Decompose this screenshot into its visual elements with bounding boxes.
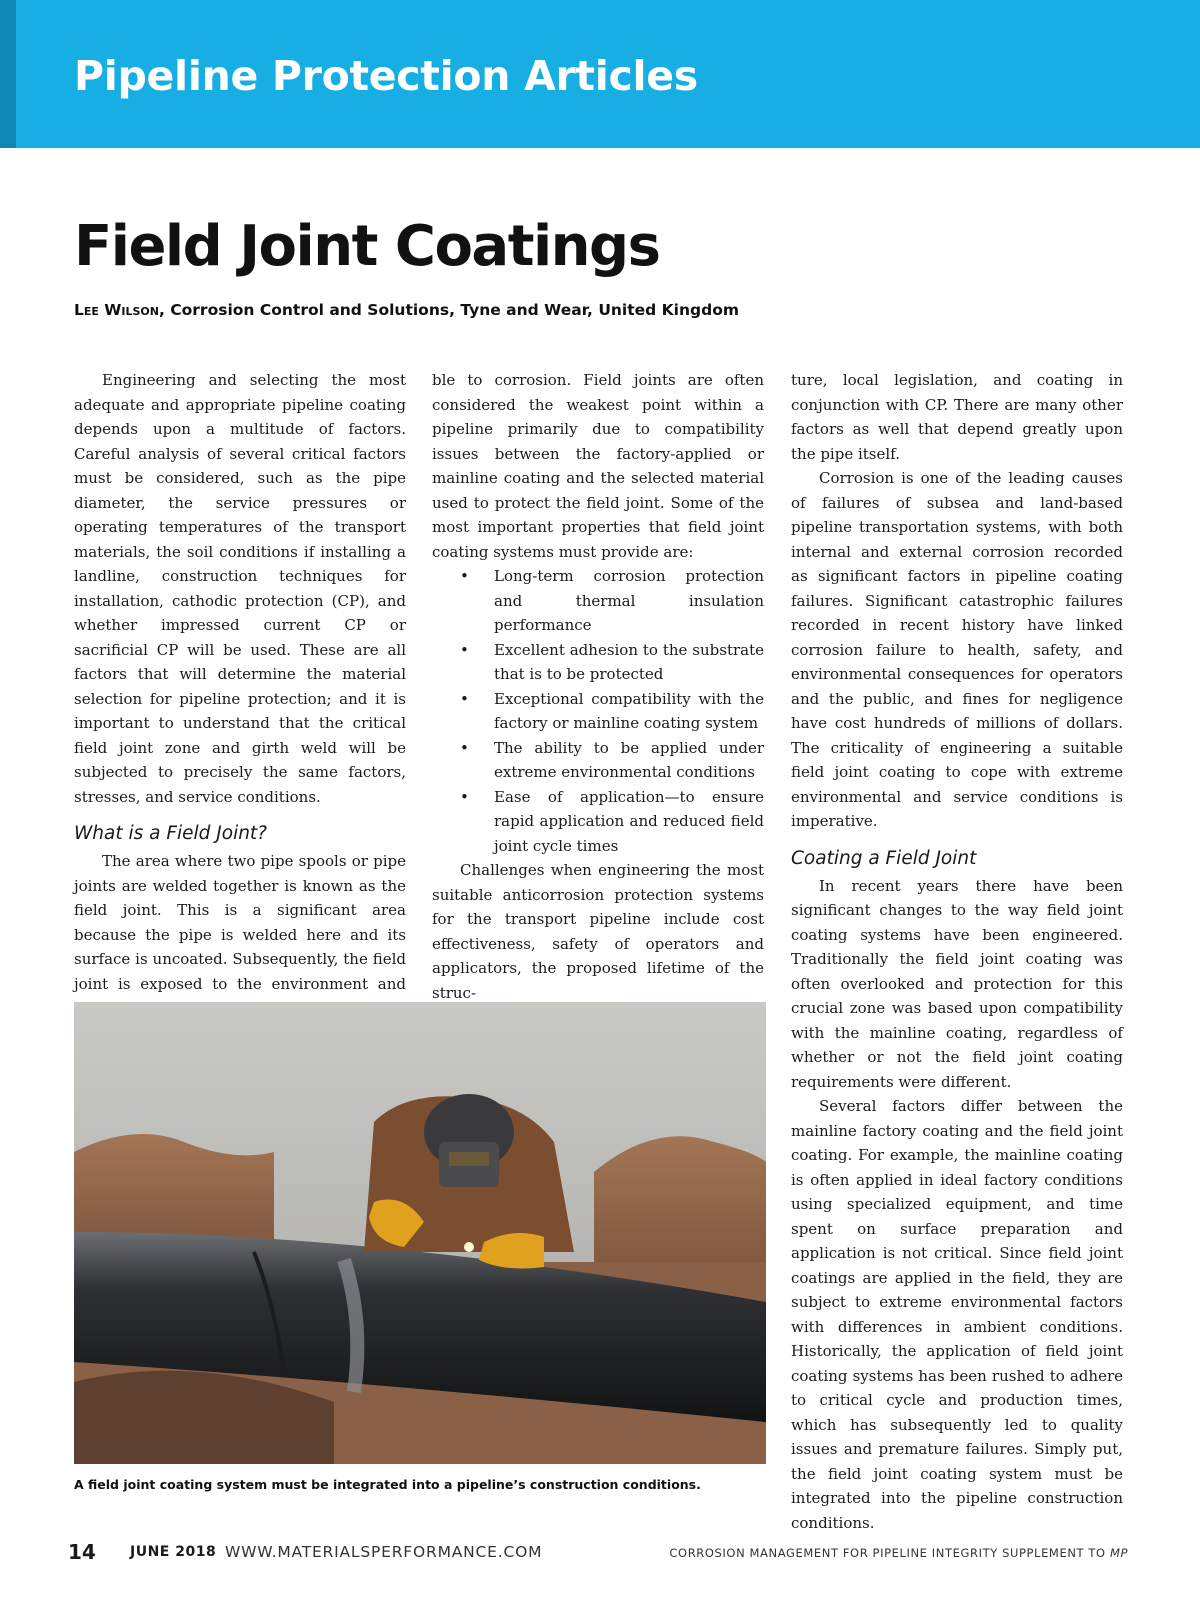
paragraph: In recent years there have been significant changes to the way field joint coating systems have been engineered. Traditionally the field joint coating was often overlooked and protection for this crucial zone was based upon compatibility with the mainline coating, regardless of whether or not the field joint coating requirements were different. (791, 876, 1123, 1091)
list-item: • Long-term corrosion protection and thermal insulation performance (432, 564, 764, 638)
page-number: 14 (68, 1540, 96, 1564)
pipeline-welding-photo (74, 1002, 766, 1464)
paragraph: Challenges when engineering the most suitable anticorrosion protection systems for the transport pipeline include cost effectiveness, safety of operators and applicators, the proposed lifetime of the struc- (432, 861, 764, 1002)
journal-abbrev: MP (1109, 1546, 1128, 1560)
figure-caption: A field joint coating system must be integrated into a pipeline’s construction conditions. (74, 1477, 701, 1492)
properties-list (432, 564, 764, 858)
banner-stripe (0, 0, 16, 148)
paragraph: Corrosion is one of the leading causes of failures of subsea and land-based pipeline transportation systems, with both internal and external corrosion recorded as significant factors in pipeline coating failures. Significant catastrophic failures recorded in recent history have linked corrosion failure to health, safety, and environmental consequences for operators and the public, and fines for negligence have cost hundreds of millions of dollars. The criticality of engineering a suitable field joint coating to cope with extreme environmental and service conditions is imperative. (791, 469, 1123, 830)
list-item: • Exceptional compatibility with the factory or mainline coating system (432, 687, 764, 736)
paragraph: ture, local legislation, and coating in conjunction with CP. There are many other factors as well that depend greatly upon the pipe itself. (791, 371, 1123, 463)
column-3 (791, 368, 1123, 1535)
bullet-icon: • (460, 689, 469, 708)
bullet-icon: • (460, 738, 469, 757)
list-item: • Excellent adhesion to the substrate that is to be protected (432, 638, 764, 687)
page-footer (0, 1540, 1200, 1570)
author-name: Lee Wilson (74, 301, 159, 319)
issue-date: JUNE 2018 (130, 1544, 217, 1560)
section-banner (0, 0, 1200, 148)
supplement-note: CORROSION MANAGEMENT FOR PIPELINE INTEGRITY SUPPLEMENT TO MP (669, 1546, 1128, 1560)
column-1 (74, 368, 406, 1021)
column-2 (432, 368, 764, 1005)
byline (74, 301, 739, 319)
article-title: Field Joint Coatings (74, 214, 660, 279)
section-title: Pipeline Protection Articles (74, 52, 698, 100)
paragraph: The area where two pipe spools or pipe joints are welded together is known as the field joint. This is a significant area because the pipe is welded here and its surface is uncoated. Subsequently, the field joint is exposed to the environment and (74, 852, 406, 993)
bullet-icon: • (460, 787, 469, 806)
paragraph: ble to corrosion. Field joints are often considered the weakest point within a pipeline primarily due to compatibility issues between the factory-applied or mainline coating and the selected material used to protect the field joint. Some of the most important properties that field joint coating systems must provide are: (432, 371, 764, 561)
list-item: • The ability to be applied under extreme environmental conditions (432, 736, 764, 785)
list-item: • Ease of application—to ensure rapid application and reduced field joint cycle times (432, 785, 764, 859)
paragraph: Engineering and selecting the most adequate and appropriate pipeline coating depends upon a multitude of factors. Careful analysis of several critical factors must be considered, such as the pipe diameter, the service pressures or operating temperatures of the transport materials, the soil conditions if installing a landline, construction techniques for installation, cathodic protection (CP), and whether impressed current CP or sacrificial CP will be used. These are all factors that will determine the material selection for pipeline protection; and it is important to understand that the critical field joint zone and girth weld will be subjected to precisely the same factors, stresses, and service conditions. (74, 371, 406, 806)
bullet-icon: • (460, 640, 469, 659)
paragraph: Several factors differ between the mainline factory coating and the field joint coating. For example, the mainline coating is often applied in ideal factory conditions using specialized equipment, and time spent on surface preparation and application is not critical. Since field joint coatings are applied in the field, they are subject to extreme environmental factors with differences in ambient conditions. Historically, the application of field joint coating systems has been rushed to adhere to critical cycle and production times, which has subsequently led to quality issues and premature failures. Simply put, the field joint coating system must be integrated into the pipeline construction conditions. (791, 1097, 1123, 1532)
author-affiliation: , Corrosion Control and Solutions, Tyne and Wear, United Kingdom (158, 301, 740, 319)
bullet-icon: • (460, 567, 469, 585)
section-heading: Coating a Field Joint (791, 847, 977, 869)
website-url: WWW.MATERIALSPERFORMANCE.COM (225, 1543, 543, 1561)
section-heading: What is a Field Joint? (74, 823, 268, 844)
